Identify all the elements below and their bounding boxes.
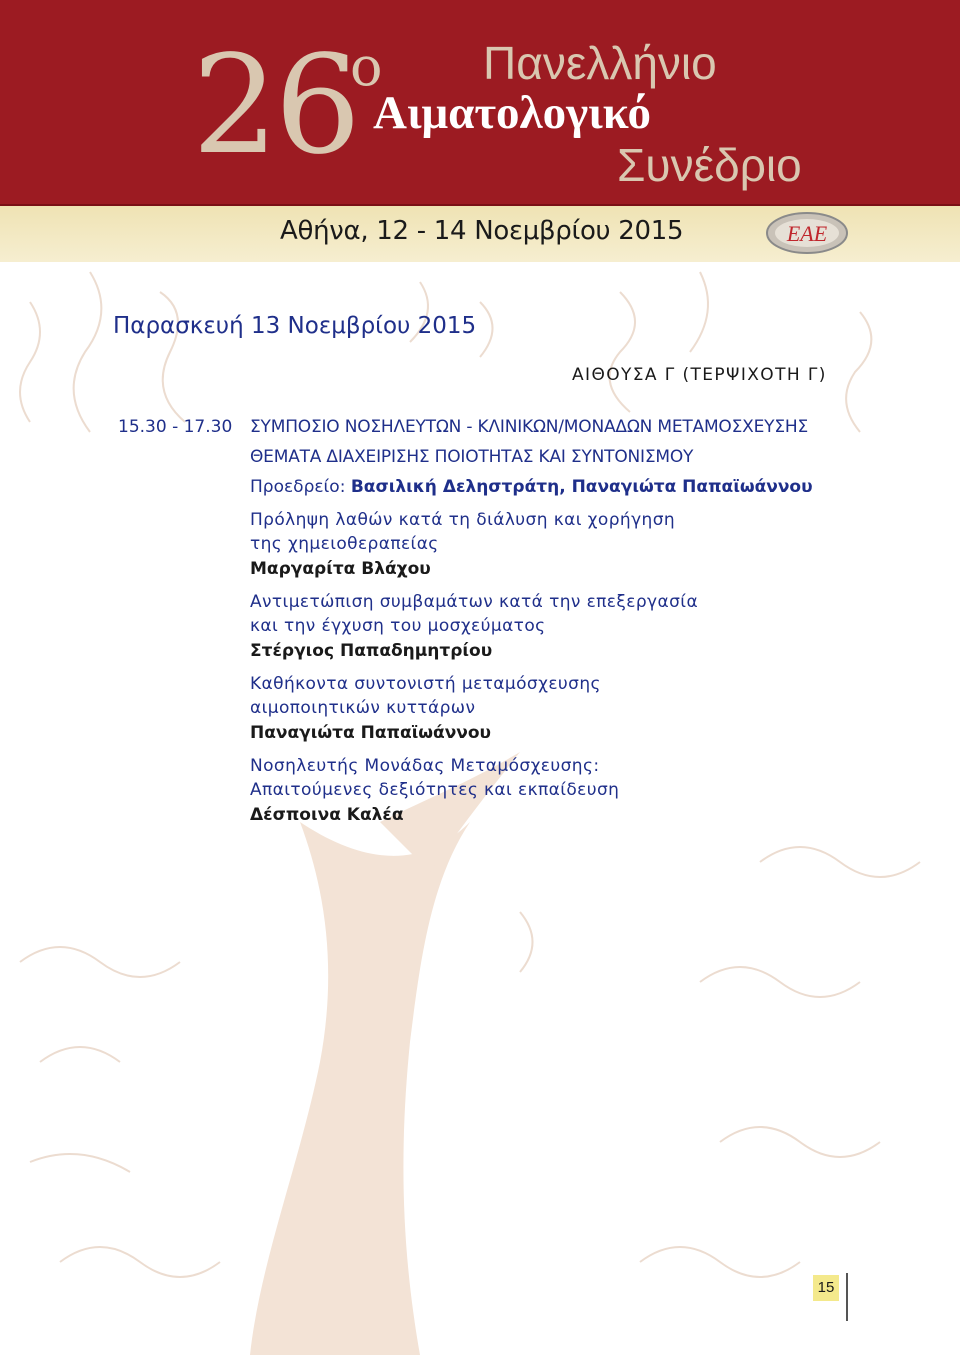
talk-3-title-line2: αιμοποιητικών κυττάρων xyxy=(250,698,476,718)
talk-4-title-line1: Νοσηλευτής Μονάδας Μεταμόσχευσης: xyxy=(250,756,600,776)
page-number-rule xyxy=(846,1273,848,1321)
room-label: ΑΙΘΟΥΣΑ Γ (ΤΕΡΨΙΧΟΤΗ Γ) xyxy=(572,365,827,385)
conference-title-line2: Αιματολογικό xyxy=(373,87,651,139)
talk-4-title-line2: Απαιτούμενες δεξιότητες και εκπαίδευση xyxy=(250,780,620,800)
talk-1-title-line2: της χημειοθεραπείας xyxy=(250,534,439,554)
talk-3-speaker: Παναγιώτα Παπαϊωάννου xyxy=(250,723,492,743)
talk-2-title-line2: και την έγχυση του μοσχεύματος xyxy=(250,616,546,636)
talk-3-title-line1: Καθήκοντα συντονιστή μεταμόσχευσης xyxy=(250,674,601,694)
conference-edition-number: 26 xyxy=(192,27,358,185)
ordinal-superscript: ο xyxy=(350,35,383,98)
session-subtitle: ΘΕΜΑΤΑ ΔΙΑΧΕΙΡΙΣΗΣ ΠΟΙΟΤΗΤΑΣ ΚΑΙ ΣΥΝΤΟΝΙΣΜΟΥ xyxy=(250,447,694,467)
talk-2-title-line1: Αντιμετώπιση συμβαμάτων κατά την επεξεργασία xyxy=(250,592,699,612)
talk-1-title-line1: Πρόληψη λαθών κατά τη διάλυση και χορήγηση xyxy=(250,510,676,530)
conference-dates: Αθήνα, 12 - 14 Νοεμβρίου 2015 xyxy=(280,216,684,246)
chair-names: Βασιλική Δεληστράτη, Παναγιώτα Παπαϊωάννου xyxy=(350,477,813,497)
page-number: 15 xyxy=(817,1279,835,1296)
society-logo xyxy=(765,210,849,256)
day-heading: Παρασκευή 13 Νοεμβρίου 2015 xyxy=(113,313,477,339)
talk-1-speaker: Μαργαρίτα Βλάχου xyxy=(250,559,431,579)
logo-lettering: ΕΑΕ xyxy=(786,221,828,246)
session-chairs xyxy=(250,476,813,498)
conference-title-line3: Συνέδριο xyxy=(617,139,802,191)
chair-label: Προεδρείο: xyxy=(250,477,346,497)
conference-title-line1: Πανελλήνιο xyxy=(483,37,717,89)
talk-4-speaker: Δέσποινα Καλέα xyxy=(250,805,404,825)
talk-2-speaker: Στέργιος Παπαδημητρίου xyxy=(250,641,493,661)
session-time: 15.30 - 17.30 xyxy=(118,417,233,437)
session-title: ΣΥΜΠΟΣΙΟ ΝΟΣΗΛΕΥΤΩΝ - ΚΛΙΝΙΚΩΝ/ΜΟΝΑΔΩΝ ΜΕΤΑΜΟΣΧΕΥΣΗΣ xyxy=(250,417,808,437)
